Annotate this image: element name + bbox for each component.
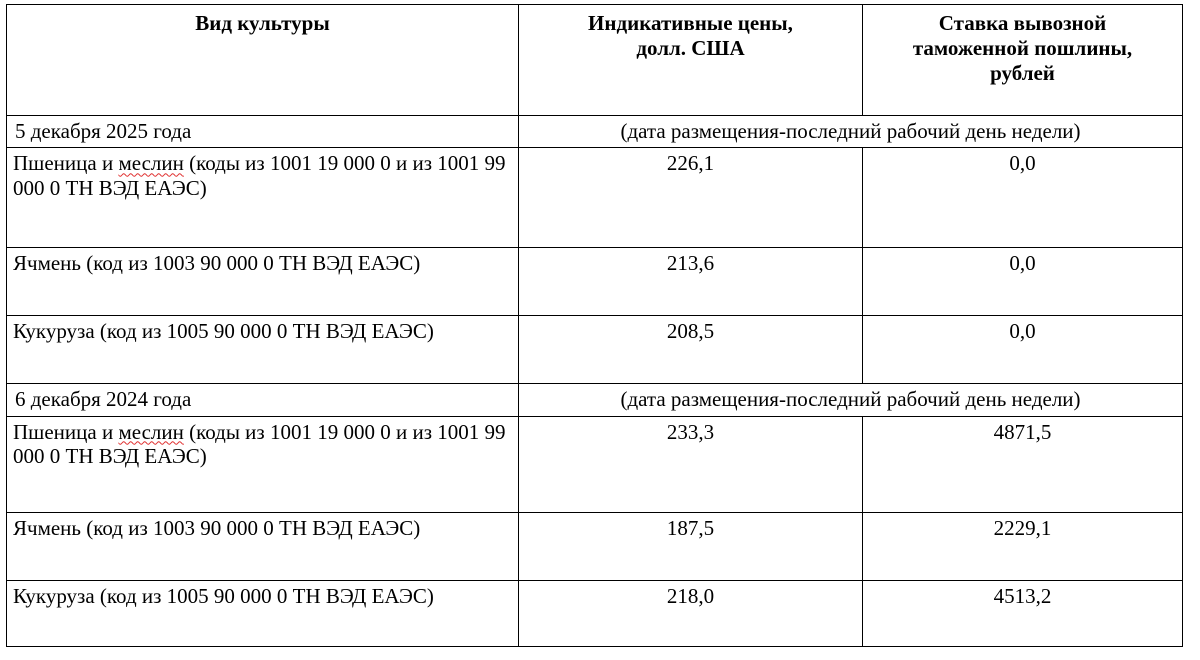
cell-culture: Ячмень (код из 1003 90 000 0 ТН ВЭД ЕАЭС) [7, 512, 519, 580]
cell-export-duty: 2229,1 [863, 512, 1183, 580]
table-row [7, 316, 1183, 384]
column-header-indicative-price-line-2: долл. США [636, 35, 745, 60]
section-date-label: 5 декабря 2025 года [7, 116, 519, 148]
culture-text-misspelled: меслин [118, 419, 184, 444]
table-row [7, 416, 1183, 512]
cell-culture: Кукуруза (код из 1005 90 000 0 ТН ВЭД ЕАЭС) [7, 316, 519, 384]
cell-export-duty: 4871,5 [863, 416, 1183, 512]
table-row [7, 248, 1183, 316]
culture-text-suffix: (коды из 1001 19 000 0 и из 1001 99 000 0 ТН ВЭД ЕАЭС) [13, 151, 506, 200]
cell-indicative-price: 233,3 [519, 416, 863, 512]
column-header-indicative-price [519, 5, 863, 116]
cell-indicative-price: 218,0 [519, 580, 863, 646]
table-body [7, 116, 1183, 647]
cell-export-duty: 0,0 [863, 316, 1183, 384]
cell-culture [7, 148, 519, 248]
cell-indicative-price: 226,1 [519, 148, 863, 248]
table-row [7, 148, 1183, 248]
section-date-note: (дата размещения-последний рабочий день недели) [519, 384, 1183, 416]
column-header-export-duty-line-2: таможенной пошлины, [912, 35, 1133, 60]
section-date-note: (дата размещения-последний рабочий день недели) [519, 116, 1183, 148]
culture-text-suffix: (коды из 1001 19 000 0 и из 1001 99 000 0 ТН ВЭД ЕАЭС) [13, 419, 506, 469]
cell-export-duty: 0,0 [863, 148, 1183, 248]
column-header-export-duty [863, 5, 1183, 116]
indicative-prices-table [6, 4, 1183, 647]
cell-export-duty: 0,0 [863, 248, 1183, 316]
cell-indicative-price: 208,5 [519, 316, 863, 384]
culture-text-prefix: Пшеница и [13, 151, 119, 176]
cell-culture: Кукуруза (код из 1005 90 000 0 ТН ВЭД ЕАЭС) [7, 580, 519, 646]
column-header-indicative-price-line-1: Индикативные цены, [588, 11, 793, 35]
cell-culture [7, 416, 519, 512]
table-header-row [7, 5, 1183, 116]
cell-export-duty: 4513,2 [863, 580, 1183, 646]
cell-indicative-price: 213,6 [519, 248, 863, 316]
table-header [7, 5, 1183, 116]
column-header-culture-line-1: Вид культуры [195, 11, 330, 35]
cell-culture: Ячмень (код из 1003 90 000 0 ТН ВЭД ЕАЭС) [7, 248, 519, 316]
section-date-row [7, 116, 1183, 148]
culture-text-prefix: Пшеница и [13, 419, 119, 444]
section-date-label: 6 декабря 2024 года [7, 384, 519, 416]
document-page [0, 4, 1200, 660]
culture-text-misspelled: меслин [118, 151, 184, 176]
column-header-culture [7, 5, 519, 116]
column-header-export-duty-line-3: рублей [990, 60, 1055, 85]
column-header-export-duty-line-1: Ставка вывозной [938, 11, 1107, 35]
section-date-row [7, 384, 1183, 416]
table-row [7, 512, 1183, 580]
table-row [7, 580, 1183, 646]
cell-indicative-price: 187,5 [519, 512, 863, 580]
